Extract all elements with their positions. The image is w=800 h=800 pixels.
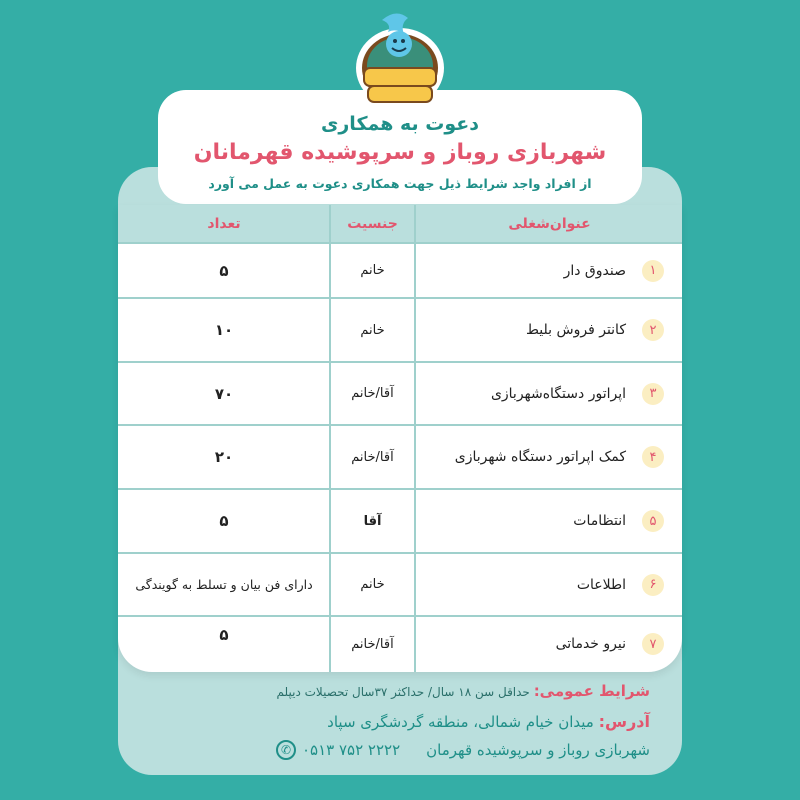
count: ۱۰ [214, 321, 234, 339]
job-title: صندوق دار [563, 262, 626, 279]
gender: خانم [360, 263, 385, 278]
count: دارای فن بیان و تسلط به گویندگی [135, 577, 313, 592]
table-header [118, 205, 682, 243]
jobs-table [118, 205, 682, 672]
job-title: نیرو خدماتی [555, 636, 626, 652]
company-name: شهربازی روباز و سرپوشیده قهرمانان [193, 140, 607, 165]
row-divider [118, 615, 682, 617]
phone-icon: ✆ [276, 740, 296, 760]
header-gender: جنسیت [347, 216, 398, 232]
conditions-label: شرایط عمومی: [533, 682, 650, 700]
job-title: اپراتور دستگاه‌شهربازی [490, 385, 626, 402]
row-divider [118, 297, 682, 299]
row-divider [118, 361, 682, 363]
row-number-badge: ۲ [642, 319, 664, 341]
row-divider [118, 424, 682, 426]
job-title: اطلاعات [576, 576, 626, 593]
gender: خانم [360, 322, 385, 338]
table-row [118, 298, 682, 362]
gender: آقا/خانم [351, 449, 394, 465]
gender: آقا/خانم [351, 636, 394, 652]
count: ۷۰ [214, 384, 234, 403]
footer-info [118, 672, 682, 772]
row-number-badge: ۵ [642, 510, 664, 532]
table-row [118, 362, 682, 425]
general-conditions [277, 682, 650, 700]
row-divider [118, 488, 682, 490]
address-text: میدان خیام شمالی، منطقه گردشگری سپاد [327, 713, 594, 731]
invitation-description: از افراد واجد شرایط ذیل جهت همکاری دعوت به عمل می آورد [208, 176, 592, 191]
row-number-badge: ۳ [642, 383, 664, 405]
header-count: تعداد [207, 216, 241, 232]
row-divider [118, 552, 682, 554]
phone-number[interactable]: ۰۵۱۳ ۷۵۲ ۲۲۲۲ [301, 741, 401, 759]
address-label: آدرس: [598, 712, 650, 731]
contact-line [276, 740, 650, 760]
row-number-badge: ۷ [642, 633, 664, 655]
count: ۵ [219, 626, 229, 644]
row-number-badge: ۴ [642, 446, 664, 468]
gender: خانم [360, 577, 385, 592]
column-divider [414, 205, 416, 672]
job-title: انتظامات [573, 513, 626, 529]
gender: آقا [363, 513, 382, 529]
gender: آقا/خانم [351, 386, 394, 401]
table-row [118, 553, 682, 616]
brand-logo [352, 6, 448, 110]
table-row [118, 425, 682, 489]
job-title: کانتر فروش بلیط [526, 322, 626, 338]
job-title: کمک اپراتور دستگاه شهربازی [454, 449, 626, 465]
row-number-badge: ۱ [642, 260, 664, 282]
conditions-text: حداقل سن ۱۸ سال/ حداکثر ۳۷سال تحصیلات دیپلم [276, 685, 530, 699]
count: ۲۰ [214, 448, 234, 466]
column-divider [329, 205, 331, 672]
row-number-badge: ۶ [642, 574, 664, 596]
table-row [118, 243, 682, 298]
venue-name: شهربازی روباز و سرپوشیده قهرمان [426, 741, 650, 759]
row-divider [118, 242, 682, 244]
table-row [118, 616, 682, 672]
page-title: دعوت به همکاری [320, 113, 480, 135]
address [327, 712, 650, 731]
header-job-title: عنوان‌شغلی [508, 216, 591, 232]
count: ۵ [219, 261, 229, 280]
count: ۵ [219, 512, 229, 530]
table-row [118, 489, 682, 553]
